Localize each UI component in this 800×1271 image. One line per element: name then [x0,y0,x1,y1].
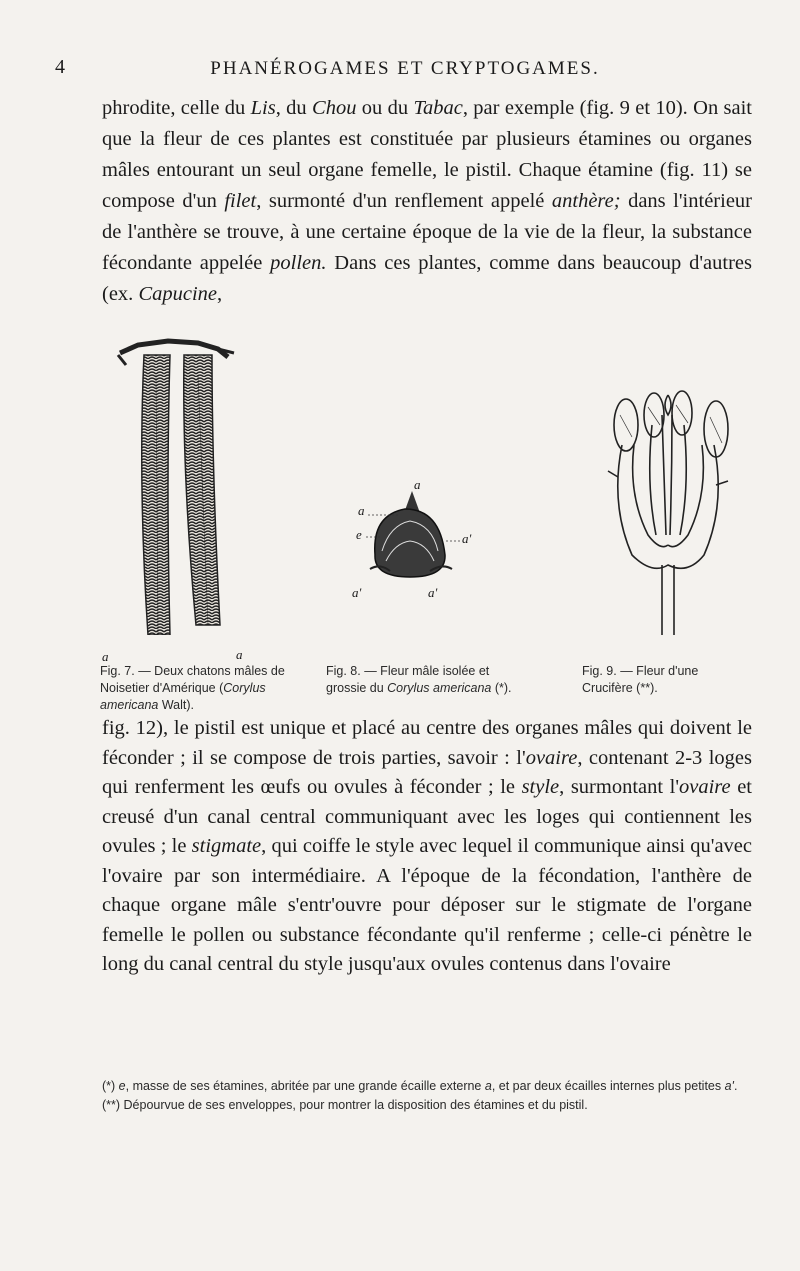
page-number: 4 [55,56,65,78]
footnote-2: (**) Dépourvue de ses enveloppes, pour montrer la disposition des étamines et du pistil. [102,1098,588,1112]
fig8-label-a-top: a [414,477,421,492]
caption-figure-9: Fig. 9. — Fleur d'une Crucifère (**). [582,664,699,695]
figure-9 [592,385,742,645]
footnote-1: (*) e, masse de ses étamines, abritée par une grande écaille externe a, et par deux écailles internes plus petites a'. [102,1079,738,1093]
figure-8 [350,477,480,600]
paragraph-2: fig. 12), le pistil est unique et placé au centre des organes mâles qui doivent le féconder ; il se compose de trois parties, savoir : l'ovaire, contenant 2-3 loges qui renferment les œufs ou ovules à féconder ; le style, surmontant l'ovaire et creusé d'un canal central communiquant avec les loges qui contiennent les ovules ; le stigmate, qui coiffe le style avec lequel il communique ainsi qu'avec l'ovaire par son intermédiaire. A l'époque de la fécondation, l'anthère de chaque organe mâle s'entr'ouvre pour déposer sur le stigmate de l'organe femelle le pollen ou substance fécondante qu'il renferme ; celle-ci pénètre le long du canal central du style jusqu'aux ovules contenus dans l'ovaire [102,717,753,975]
fig8-label-a-prime-bottom-left: a' [352,585,362,600]
fig7-label-a-left: a [102,649,109,664]
footnotes [102,1078,752,1116]
fig8-label-a-prime-right: a' [462,531,472,546]
catkin-illustration [108,335,248,635]
caption-figure-7: Fig. 7. — Deux chatons mâles de Noisetier d'Amérique (Corylus americana Walt). [100,664,285,712]
caption-figure-8: Fig. 8. — Fleur mâle isolée et grossie du Corylus americana (*). [326,664,512,695]
figure-plate [100,335,780,712]
fig8-label-e: e [356,527,362,542]
paragraph-1: phrodite, celle du Lis, du Chou ou du Tabac, par exemple (fig. 9 et 10). On sait que la fleur de ces plantes est constituée par plusieurs étamines ou organes mâles entourant un seul organe femelle, le pistil. Chaque étamine (fig. 11) se compose d'un filet, surmonté d'un renflement appelé anthère; dans l'intérieur de l'anthère se trouve, à une certaine époque de la vie de la fleur, la substance fécondante appelée pollen. Dans ces plantes, comme dans beaucoup d'autres (ex. Capucine, [102,97,753,305]
fig8-label-a-left: a [358,503,365,518]
page-header [55,56,755,84]
fig8-label-a-prime-bottom-right: a' [428,585,438,600]
figure-7 [102,335,248,664]
fig7-label-a-right: a [236,647,243,662]
running-head: PHANÉROGAMES ET CRYPTOGAMES. [210,58,600,79]
male-flower-illustration [350,485,480,595]
crucifer-flower-illustration [592,385,742,645]
